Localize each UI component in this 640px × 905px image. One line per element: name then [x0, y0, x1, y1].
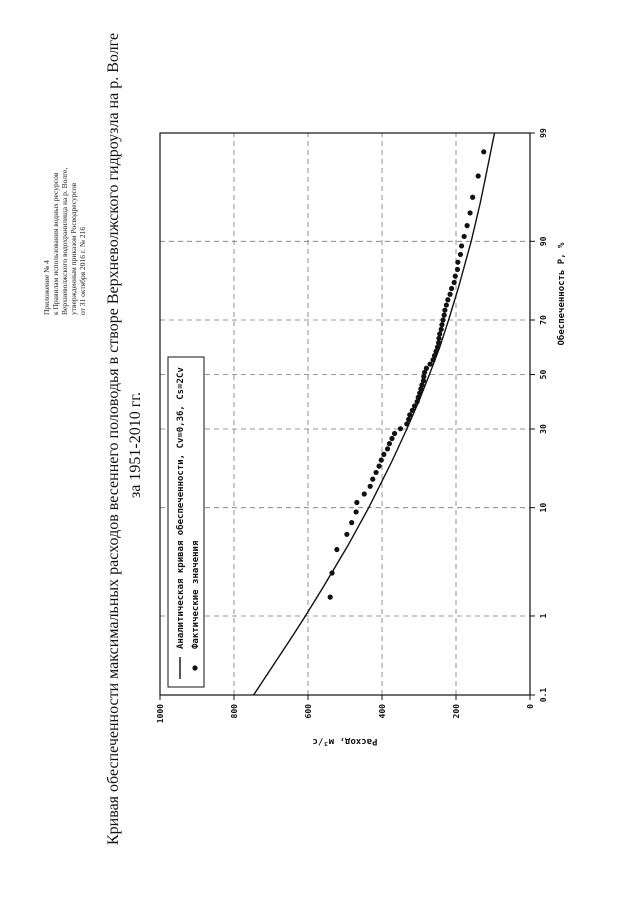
data-point	[476, 173, 481, 178]
data-point	[436, 340, 441, 345]
data-point	[328, 595, 333, 600]
x-tick-label: 0.1	[539, 687, 548, 703]
y-tick-label: 400	[378, 704, 387, 719]
data-point	[465, 223, 470, 228]
header-line: Верхневолжского водохранилища на р. Волге,	[60, 167, 69, 315]
data-point	[379, 458, 384, 463]
legend-label-curve: Аналитическая кривая обеспеченности, Cv=0,36, Cs=2Cv	[176, 367, 186, 649]
data-point	[455, 260, 460, 265]
data-point	[387, 441, 392, 446]
title-line: за 1951-2010 гг.	[127, 391, 144, 499]
data-point	[442, 308, 447, 313]
header-line: утвержденным приказом Росводресурсов	[69, 182, 78, 315]
data-point	[412, 403, 417, 408]
data-point	[392, 431, 397, 436]
data-point	[436, 336, 441, 341]
title-line: Кривая обеспеченности максимальных расходов весеннего половодья в створе Верхневолжского гидроузла на р. Волге	[105, 32, 122, 845]
data-point	[424, 366, 429, 371]
data-point	[428, 361, 433, 366]
data-point	[404, 421, 409, 426]
data-point	[435, 344, 440, 349]
y-tick-label: 600	[304, 704, 313, 719]
data-point	[373, 470, 378, 475]
data-point	[398, 426, 403, 431]
data-point	[381, 452, 386, 457]
plot-frame	[160, 133, 530, 695]
analytic-curve	[254, 133, 495, 695]
legend-label-points: Фактические значения	[191, 540, 201, 649]
header-line: Приложение № 4	[42, 260, 51, 315]
data-point	[481, 149, 486, 154]
data-point	[368, 484, 373, 489]
data-point	[354, 500, 359, 505]
data-point	[445, 297, 450, 302]
data-point	[453, 274, 458, 279]
data-point	[410, 408, 415, 413]
y-tick-label: 1000	[156, 704, 165, 724]
x-axis-label: Обеспеченность P, %	[557, 242, 567, 346]
y-tick-label: 0	[526, 704, 535, 709]
data-point	[440, 317, 445, 322]
data-point	[376, 464, 381, 469]
x-tick-label: 10	[539, 502, 548, 513]
x-tick-label: 90	[539, 236, 548, 247]
data-point	[385, 446, 390, 451]
x-tick-label: 30	[539, 424, 548, 434]
data-point	[389, 436, 394, 441]
header-line: к Правилам использования водных ресурсов	[51, 172, 60, 315]
x-tick-label: 1	[539, 613, 548, 619]
data-point	[442, 313, 447, 318]
data-point	[406, 417, 411, 422]
data-point	[470, 195, 475, 200]
data-point	[467, 210, 472, 215]
data-point	[458, 252, 463, 257]
data-point	[354, 509, 359, 514]
x-tick-label: 70	[539, 315, 548, 325]
data-point	[329, 570, 334, 575]
data-point	[459, 243, 464, 248]
data-point	[449, 286, 454, 291]
legend-point-swatch	[192, 665, 197, 670]
x-tick-label: 50	[539, 369, 548, 380]
data-point	[455, 267, 460, 272]
data-point	[439, 322, 444, 327]
y-tick-label: 200	[452, 704, 461, 719]
x-tick-label: 99	[539, 128, 548, 138]
data-point	[370, 477, 375, 482]
data-point	[462, 234, 467, 239]
data-point	[439, 327, 444, 332]
data-point	[437, 331, 442, 336]
data-point	[407, 412, 412, 417]
data-point	[344, 532, 349, 537]
data-point	[447, 292, 452, 297]
y-tick-label: 800	[230, 704, 239, 719]
y-axis-label: Расход, м³/с	[312, 736, 378, 746]
data-point	[444, 302, 449, 307]
data-point	[452, 280, 457, 285]
data-point	[349, 520, 354, 525]
data-point	[362, 491, 367, 496]
header-line: от 31 октября 2016 г. № 216	[78, 226, 87, 315]
data-point	[334, 547, 339, 552]
